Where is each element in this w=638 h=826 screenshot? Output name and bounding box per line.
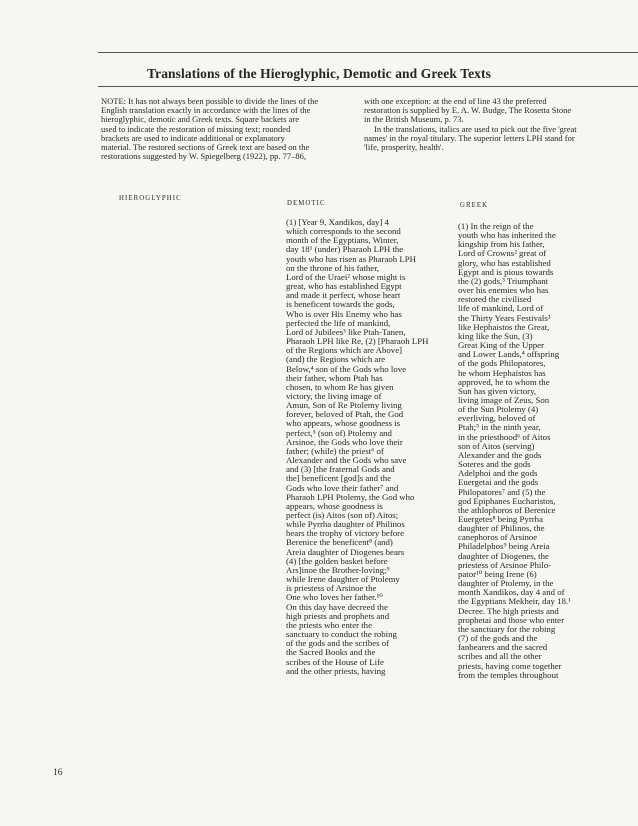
demotic-line: perfect,⁵ (son of) Ptolemy and — [286, 427, 392, 438]
demotic-line: Amun, Son of Re Ptolemy living — [286, 400, 402, 411]
greek-line: kingship from his father, — [458, 239, 545, 250]
note-line: material. The restored sections of Greek text are based on the — [101, 142, 310, 153]
demotic-line: while Irene daughter of Ptolemy — [286, 574, 400, 585]
note-line: restorations suggested by W. Spiegelberg (1922), pp. 77–86, — [101, 151, 307, 162]
demotic-line: of the gods and the scribes of — [286, 638, 390, 649]
demotic-line: victory, the living image of — [286, 390, 382, 401]
greek-line: life of mankind, Lord of — [458, 303, 544, 314]
greek-line: king like the Sun, (3) — [458, 330, 533, 341]
greek-line: daughter of Philinos, the — [458, 523, 545, 534]
demotic-line: youth who has risen as Pharaoh LPH — [286, 253, 416, 264]
note-line: brackets are used to indicate additional or explanatory — [101, 132, 285, 143]
note-line: restoration is supplied by E. A. W. Budge, The Rosetta Stone — [364, 105, 572, 116]
demotic-line: Who is over His Enemy who has — [286, 308, 402, 319]
demotic-line: Gods who love their father⁷ and — [286, 482, 399, 493]
note-line: In the translations, italics are used to pick out the five 'great — [374, 123, 577, 134]
note-line: in the British Museum, p. 73. — [364, 114, 464, 125]
greek-line: prophetai and those who enter — [458, 614, 565, 625]
demotic-line: the] beneficent [god]s and the — [286, 473, 392, 484]
demotic-line: Ars]inoe the Brother-loving;⁹ — [286, 564, 390, 575]
greek-line: Ptah;⁵ in the ninth year, — [458, 422, 541, 433]
greek-line: god Epiphanes Eucharistos, — [458, 495, 556, 506]
demotic-line: Berenice the beneficent⁸ (and) — [286, 537, 393, 548]
greek-line: approved, he to whom the — [458, 376, 550, 387]
demotic-line: who appears, whose goodness is — [286, 418, 401, 429]
greek-line: Philadelphos⁹ being Areia — [458, 541, 550, 552]
demotic-line: chosen, to whom Re has given — [286, 381, 394, 392]
note-line: 'life, prosperity, health'. — [364, 142, 444, 153]
demotic-line: Areia daughter of Diogenes bears — [286, 546, 405, 557]
greek-line: Philopatores⁷ and (5) the — [458, 486, 546, 497]
greek-line: like Hephaistos the Great, — [458, 321, 550, 332]
greek-line: daughter of Ptolemy, in the — [458, 578, 554, 589]
greek-line: pator¹⁰ being Irene (6) — [458, 568, 537, 579]
demotic-line: of the Regions which are Above] — [286, 345, 403, 356]
demotic-line: Below,⁴ son of the Gods who love — [286, 363, 407, 374]
demotic-line: (1) [Year 9, Xandikos, day] 4 — [286, 217, 389, 227]
greek-line: Soteres and the gods — [458, 459, 531, 470]
demotic-line: on the throne of his father, — [286, 262, 379, 273]
greek-line: canephoros of Arsinoe — [458, 532, 538, 543]
top-rule — [98, 52, 638, 53]
greek-line: of the Sun Ptolemy (4) — [458, 404, 539, 415]
demotic-line: day 18¹ (under) Pharaoh LPH the — [286, 244, 404, 255]
editorial-note-left — [101, 97, 353, 161]
note-line: NOTE: It has not always been possible to divide the lines of the — [101, 96, 319, 106]
note-line: used to indicate the restoration of missing text; rounded — [101, 123, 291, 134]
column-heading-greek: GREEK — [460, 202, 489, 209]
greek-line: in the priesthood⁶ of Aitos — [458, 431, 551, 442]
demotic-line: great, who has established Egypt — [286, 281, 402, 292]
greek-line: scribes and all the other — [458, 651, 542, 662]
demotic-line: One who loves her father.¹⁰ — [286, 592, 383, 603]
greek-line: Alexander and the gods — [458, 449, 542, 460]
demotic-line: (4) [the golden basket before — [286, 555, 388, 566]
greek-line: Egypt and is pious towards — [458, 266, 554, 277]
greek-line: Lord of Crowns² great of — [458, 248, 547, 259]
demotic-line: scribes of the House of Life — [286, 656, 384, 667]
greek-line: (7) of the gods and the — [458, 633, 538, 644]
greek-line: month Xandikos, day 4 and of — [458, 587, 565, 598]
demotic-line: perfected the life of mankind, — [286, 317, 391, 328]
demotic-line: bears the trophy of victory before — [286, 528, 404, 539]
greek-line: Great King of the Upper — [458, 340, 544, 351]
demotic-line: perfect (is) Aitos (son of) Aitos; — [286, 510, 399, 520]
greek-line: priestess of Arsinoe Philo- — [458, 559, 552, 570]
demotic-line: appears, whose goodness is — [286, 500, 383, 511]
greek-line: living image of Zeus, Son — [458, 394, 550, 405]
greek-line: Euergetai and the gods — [458, 477, 539, 488]
column-heading-hieroglyphic: HIEROGLYPHIC — [119, 195, 182, 202]
greek-line: he whom Hephaistos has — [458, 367, 546, 378]
demotic-line: (and) the Regions which are — [286, 354, 386, 365]
demotic-line: the priests who enter the — [286, 619, 372, 630]
greek-line: restored the civilised — [458, 294, 532, 305]
greek-line: the (2) gods,³ Triumphant — [458, 275, 549, 286]
note-line: hieroglyphic, demotic and Greek texts. Square backets are — [101, 114, 300, 125]
greek-line: youth who has inherited the — [458, 230, 556, 241]
demotic-line: while Pyrrha daughter of Philinos — [286, 519, 405, 530]
page-number: 16 — [53, 768, 63, 778]
demotic-line: Lord of the Uraei² whose might is — [286, 271, 406, 282]
demotic-line: the Sacred Books and the — [286, 647, 376, 658]
greek-line: (1) In the reign of the — [458, 221, 534, 231]
demotic-line: is priestess of Arsinoe the — [286, 583, 377, 594]
demotic-line: father; (while) the priest⁶ of — [286, 445, 384, 456]
column-heading-demotic: DEMOTIC — [287, 200, 326, 207]
demotic-line: and made it perfect, whose heart — [286, 290, 401, 301]
greek-line: the Thirty Years Festivals³ — [458, 312, 551, 323]
editorial-note-right — [364, 97, 632, 152]
greek-line: everliving, beloved of — [458, 413, 536, 424]
greek-line: the sanctuary for the robing — [458, 623, 556, 634]
greek-line: priests, having come together — [458, 660, 562, 671]
demotic-line: month of the Egyptians, Winter, — [286, 235, 399, 246]
demotic-line: forever, beloved of Ptah, the God — [286, 409, 404, 420]
greek-line: the athlophoros of Berenice — [458, 504, 556, 515]
greek-line: Adelphoi and the gods — [458, 468, 538, 479]
demotic-line: Arsinoe, the Gods who love their — [286, 436, 403, 447]
demotic-line: high priests and prophets and — [286, 610, 390, 621]
demotic-line: and (3) [the fraternal Gods and — [286, 464, 395, 475]
demotic-line: Alexander and the Gods who save — [286, 455, 407, 466]
demotic-line: which corresponds to the second — [286, 226, 401, 237]
demotic-line: is beneficent towards the gods, — [286, 299, 395, 310]
demotic-translation — [286, 218, 428, 676]
demotic-line: Pharaoh LPH Ptolemy, the God who — [286, 491, 415, 502]
demotic-line: their father, whom Ptah has — [286, 372, 383, 383]
demotic-line: Lord of Jubilees³ like Ptah-Tanen, — [286, 326, 406, 337]
note-line: names' in the royal titulary. The superior letters LPH stand for — [364, 132, 575, 143]
demotic-line: On this day have decreed the — [286, 601, 388, 612]
note-line: English translation exactly in accordance with the lines of the — [101, 105, 311, 116]
greek-line: son of Aitos (serving) — [458, 440, 535, 451]
greek-line: Euergetes⁸ being Pyrrha — [458, 514, 543, 524]
demotic-line: sanctuary to conduct the robing — [286, 629, 397, 640]
greek-line: and Lower Lands,⁴ offspring — [458, 349, 560, 360]
greek-line: Sun has given victory, — [458, 385, 537, 396]
greek-line: glory, who has established — [458, 257, 551, 268]
demotic-line: Pharaoh LPH like Re, (2) [Pharaoh LPH — [286, 336, 429, 347]
greek-line: of the gods Philopatores, — [458, 358, 546, 369]
greek-line: Decree. The high priests and — [458, 605, 559, 616]
greek-line: the Egyptians Mekheir, day 18.¹ — [458, 596, 571, 607]
greek-line: fanbearers and the sacred — [458, 642, 548, 653]
page-title: Translations of the Hieroglyphic, Demotic and Greek Texts — [147, 66, 491, 81]
greek-line: daughter of Diogenes, the — [458, 550, 549, 561]
greek-line: over his enemies who has — [458, 285, 549, 296]
demotic-line: and the other priests, having — [286, 665, 386, 676]
note-line: with one exception: at the end of line 43 the preferred — [364, 96, 547, 106]
greek-translation — [458, 222, 571, 680]
title-rule — [98, 86, 638, 87]
greek-line: from the temples throughout — [458, 669, 559, 680]
